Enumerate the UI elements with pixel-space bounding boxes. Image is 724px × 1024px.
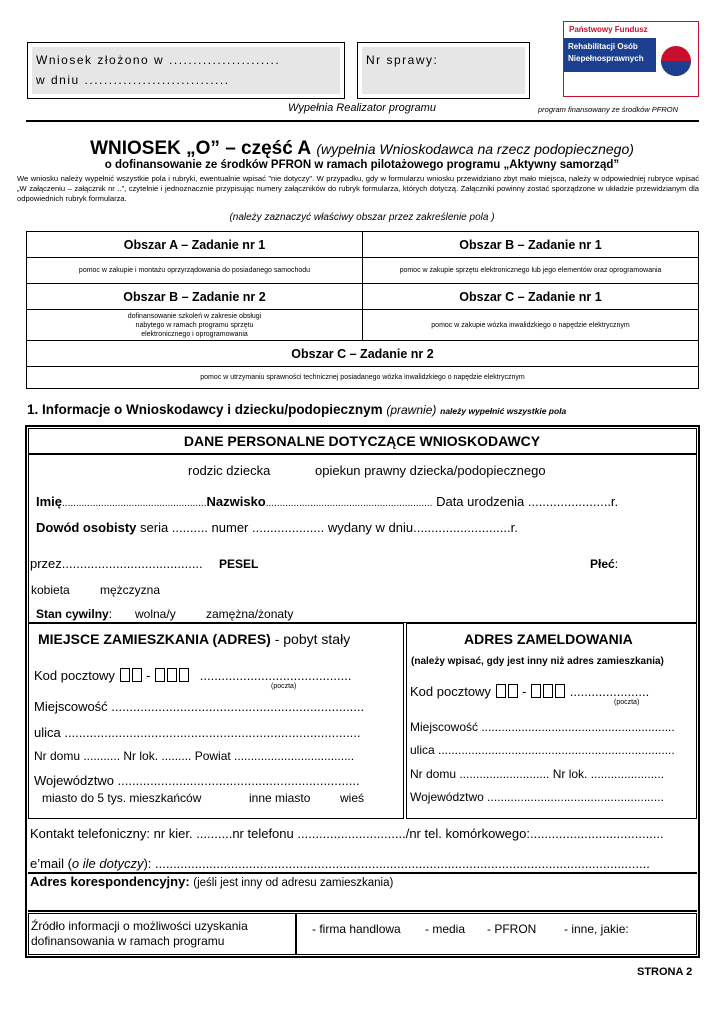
submission-date[interactable]: w dniu .............................. xyxy=(36,73,230,87)
area-b2-desc: dofinansowanie szkoleń w zakresie obsługi nabytego w ramach programu sprzętu elektronicznego i oprogramowania xyxy=(27,310,363,341)
phone-field[interactable]: Kontakt telefoniczny: nr kier. ..........nr telefonu ............................../nr tel. komórkowego:..................................... xyxy=(30,826,664,841)
opt-male[interactable]: mężczyzna xyxy=(100,583,161,597)
email-field[interactable]: e’mail (o ile dotyczy): ......................................................................................................................................... xyxy=(30,856,650,871)
opt-female[interactable]: kobieta xyxy=(31,583,70,597)
id-field[interactable]: seria .......... numer .................... wydany w dniu...........................r. xyxy=(140,520,518,535)
case-number-field[interactable]: Nr sprawy: xyxy=(366,53,439,67)
opt-small-town[interactable]: miasto do 5 tys. mieszkańców xyxy=(42,791,202,805)
area-c1-title[interactable]: Obszar C – Zadanie nr 1 xyxy=(363,284,699,310)
area-b1-title[interactable]: Obszar B – Zadanie nr 1 xyxy=(363,232,699,258)
area-a1-title[interactable]: Obszar A – Zadanie nr 1 xyxy=(27,232,363,258)
area-b2-title[interactable]: Obszar B – Zadanie nr 2 xyxy=(27,284,363,310)
source-opt-other[interactable]: - inne, jakie: xyxy=(564,922,629,936)
reg-voivodeship-field[interactable]: Województwo ..................................................... xyxy=(410,790,664,804)
mark-area-note: (należy zaznaczyć właściwy obszar przez zakreślenie pola ) xyxy=(229,212,495,223)
header-divider xyxy=(26,120,699,122)
source-opt-company[interactable]: - firma handlowa xyxy=(312,922,401,936)
correspondence-address: Adres korespondencyjny: (jeśli jest inny od adresu zamieszkania) xyxy=(30,874,394,889)
pesel-label: PESEL xyxy=(219,557,259,571)
instructions: We wniosku należy wypełnić wszystkie pola i rubryki, ewentualnie wpisać "nie dotyczy". W przypadku, gdy w formularzu wniosku przewidziano zbyt mało miejsca, należy w odpowiedniej rubryce wpisać „W załączeniu – załącznik nr ..”, czytelnie i jednoznacznie przypisując numery załączników do rubryk formularza, których dotyczą. Załączniki powinny zostać sporządzone w układzie przewidzianym dla odpowiednich rubryk formularza. xyxy=(17,174,699,203)
page-title: WNIOSEK „O” – część A (wypełnia Wnioskodawca na rzecz podopiecznego) xyxy=(90,138,634,159)
house-number-field[interactable]: Nr domu ........... Nr lok. ......... Powiat .................................... xyxy=(34,749,355,763)
opt-single[interactable]: wolna/y xyxy=(135,607,176,621)
opt-guardian[interactable]: opiekun prawny dziecka/podopiecznego xyxy=(315,463,546,478)
registration-heading: ADRES ZAMELDOWANIA xyxy=(464,631,633,647)
areas-table xyxy=(26,231,699,389)
postal-code-row: Kod pocztowy - .......................................... xyxy=(34,668,352,683)
section1-heading: 1. Informacje o Wnioskodawcy i dziecku/podopiecznym (prawnie) należy wypełnić wszystkie pola xyxy=(27,402,567,417)
reg-postal-town-field[interactable]: ...................... xyxy=(569,684,650,699)
opt-married[interactable]: zamężna/żonaty xyxy=(206,607,294,621)
pfron-logo: Państwowy Fundusz Rehabilitacji Osób Niepełnosprawnych xyxy=(563,21,699,97)
area-b1-desc: pomoc w zakupie sprzętu elektronicznego lub jego elementów oraz oprogramowania xyxy=(363,258,699,284)
area-a1-desc: pomoc w zakupie i montażu oprzyrządowania do posiadanego samochodu xyxy=(27,258,363,284)
page-number: STRONA 2 xyxy=(637,966,693,978)
marital-row: Stan cywilny: xyxy=(36,607,113,621)
name-row: Imię....................................................Nazwisko............................................................ Data urodzenia .......................r. xyxy=(36,494,619,509)
postal-town-field[interactable]: .......................................... xyxy=(199,668,352,683)
address-heading: MIEJSCE ZAMIESZKANIA (ADRES) - pobyt stały xyxy=(38,631,351,647)
personal-heading: DANE PERSONALNE DOTYCZĄCE WNIOSKODAWCY xyxy=(183,433,541,449)
reg-town-field[interactable]: Miejscowość .......................................................... xyxy=(410,720,675,734)
birth-date-field[interactable]: Data urodzenia .......................r. xyxy=(436,494,619,509)
street-field[interactable]: ulica .................................................................................. xyxy=(34,725,361,740)
opt-other-town[interactable]: inne miasto xyxy=(249,791,311,805)
opt-parent[interactable]: rodzic dziecka xyxy=(188,463,271,478)
source-opt-media[interactable]: - media xyxy=(425,922,466,936)
opt-village[interactable]: wieś xyxy=(340,791,365,805)
filled-by-note: Wypełnia Realizator programu xyxy=(288,102,436,114)
page-subtitle: o dofinansowanie ze środków PFRON w ramach pilotażowego programu „Aktywny samorząd” xyxy=(104,159,620,171)
town-field[interactable]: Miejscowość ...................................................................... xyxy=(34,699,365,714)
submission-box xyxy=(27,42,345,99)
reg-postal-row: Kod pocztowy - ...................... xyxy=(410,684,650,699)
sex-label: Płeć: xyxy=(590,557,619,571)
reg-house-field[interactable]: Nr domu ........................... Nr lok. ...................... xyxy=(410,767,665,781)
financed-note: program finansowany ze środków PFRON xyxy=(538,105,679,114)
area-c2-desc: pomoc w utrzymaniu sprawności technicznej posiadanego wózka inwalidzkiego o napędzie elektrycznym xyxy=(27,367,699,389)
last-name-field[interactable]: ............................................................ xyxy=(265,498,433,509)
registration-note: (należy wpisać, gdy jest inny niż adres zamieszkania) xyxy=(411,656,664,667)
submission-where[interactable]: Wniosek złożono w ....................... xyxy=(36,53,281,67)
voivodeship-field[interactable]: Województwo ................................................................... xyxy=(34,773,360,788)
area-c1-desc: pomoc w zakupie wózka inwalidzkiego o napędzie elektrycznym xyxy=(363,310,699,341)
address-frame xyxy=(28,623,404,819)
id-row: Dowód osobisty seria .......... numer .................... wydany w dniu...........................r. xyxy=(36,520,518,535)
case-number-box xyxy=(357,42,530,99)
area-c2-title[interactable]: Obszar C – Zadanie nr 2 xyxy=(27,341,699,367)
source-opt-pfron[interactable]: - PFRON xyxy=(487,922,537,936)
issued-by-field[interactable]: przez....................................... xyxy=(30,556,203,571)
source-label: Źródło informacji o możliwości uzyskania dofinansowania w ramach programu xyxy=(31,919,248,948)
reg-street-field[interactable]: ulica ....................................................................... xyxy=(410,743,675,757)
first-name-field[interactable]: .................................................... xyxy=(62,498,207,509)
